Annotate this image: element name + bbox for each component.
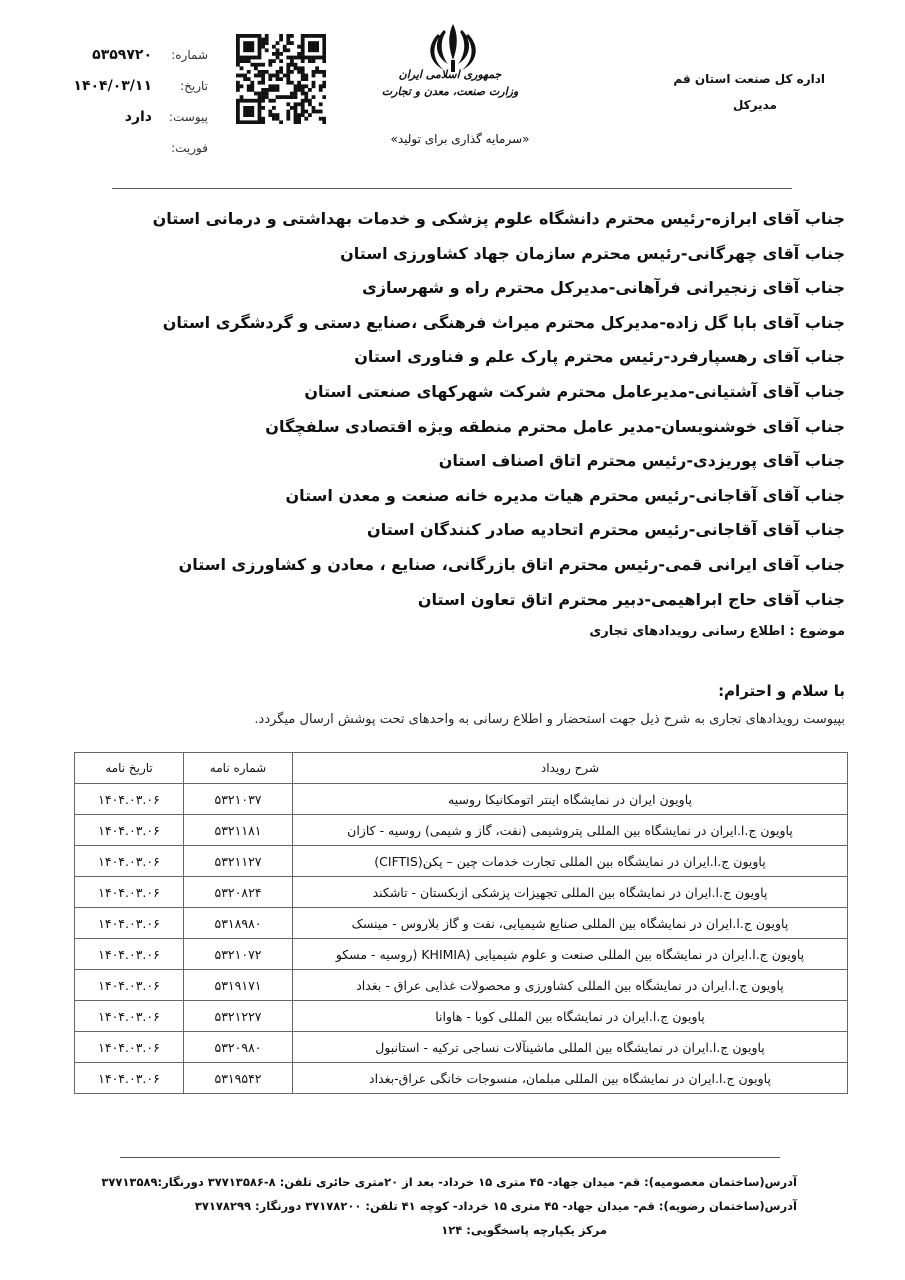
recipient: جناب آقای آقاجانی-رئیس محترم هیات مدیره خانه صنعت و معدن استان	[285, 485, 845, 505]
letter-date-cell: ۱۴۰۴.۰۳.۰۶	[75, 970, 184, 1001]
recipient: جناب آقای رهسپارفرد-رئیس محترم پارک علم و فناوری استان	[354, 347, 845, 367]
table-row	[75, 1032, 848, 1063]
letter-date-cell: ۱۴۰۴.۰۳.۰۶	[75, 815, 184, 846]
ministry-line-2: وزارت صنعت، معدن و تجارت	[381, 85, 519, 98]
letter-number-cell: ۵۳۲۱۰۷۲	[184, 939, 293, 970]
events-table	[74, 752, 848, 1094]
letter-date-cell: ۱۴۰۴.۰۳.۰۶	[75, 784, 184, 815]
event-title: پاویون ج.ا.ایران در نمایشگاه بین المللی مبلمان، منسوجات خانگی عراق-بغداد	[293, 1063, 848, 1094]
letter-date: ۱۴۰۴/۰۳/۱۱	[73, 78, 152, 94]
ministry-logo-text	[380, 66, 520, 100]
meta-urgency: فوریت:	[171, 141, 208, 155]
event-title: پاویون ج.ا.ایران در نمایشگاه بین المللی صنایع شیمیایی، نفت و گاز بلاروس - مینسک	[293, 908, 848, 939]
letter-number-cell: ۵۳۱۹۱۷۱	[184, 970, 293, 1001]
meta-date: تاریخ: ۱۴۰۴/۰۳/۱۱	[48, 71, 208, 102]
meta-attachment: پیوست: دارد	[48, 102, 208, 133]
letter-date-cell: ۱۴۰۴.۰۳.۰۶	[75, 908, 184, 939]
qr-code-icon	[236, 34, 326, 124]
event-title: پاویون ج.ا.ایران در نمایشگاه بین المللی تجارت خدمات چین – پکن(CIFTIS)	[293, 846, 848, 877]
recipient: جناب آقای خوشنویسان-مدیر عامل محترم منطقه ویژه اقتصادی سلفچگان	[265, 416, 845, 436]
org-role: مدیرکل	[732, 98, 777, 112]
table-row	[75, 1001, 848, 1032]
letter-subject: موضوع : اطلاع رسانی رویدادهای تجاری	[589, 624, 845, 639]
letter-number-cell: ۵۳۲۰۹۸۰	[184, 1032, 293, 1063]
letter-date-cell: ۱۴۰۴.۰۳.۰۶	[75, 846, 184, 877]
table-row	[75, 939, 848, 970]
recipient: جناب آقای چهرگانی-رئیس محترم سازمان جهاد کشاورزی استان	[340, 243, 845, 263]
recipient: جناب آقای حاج ابراهیمی-دبیر محترم اتاق تعاون استان	[417, 589, 845, 609]
letter-number: ۵۳۵۹۷۲۰	[92, 47, 152, 63]
header-date: تاریخ نامه	[75, 753, 184, 784]
footer-address-1: آدرس(ساختمان معصومیه): قم- میدان جهاد- ۴۵ متری ۱۵ خرداد- بعد از ۲۰متری حائری تلفن: ۸-۳۷۷۱۳۵۸۶ دورنگار:۳۷۷۱۳۵۸۹	[101, 1175, 797, 1189]
letter-date-cell: ۱۴۰۴.۰۳.۰۶	[75, 1001, 184, 1032]
letter-date-cell: ۱۴۰۴.۰۳.۰۶	[75, 1063, 184, 1094]
greeting: با سلام و احترام:	[718, 682, 845, 700]
table-row	[75, 908, 848, 939]
recipient: جناب آقای آقاجانی-رئیس محترم اتحادیه صادر کنندگان استان	[367, 520, 845, 540]
event-title: پاویون ایران در نمایشگاه اینتر اتومکانیکا روسیه	[293, 784, 848, 815]
table-row	[75, 846, 848, 877]
table-header-row	[75, 753, 848, 784]
recipient: جناب آقای بابا گل زاده-مدیرکل محترم میراث فرهنگی ،صنایع دستی و گردشگری استان	[162, 312, 845, 332]
header-title: شرح رویداد	[293, 753, 848, 784]
header-number: شماره نامه	[184, 753, 293, 784]
recipient: جناب آقای ابرازه-رئیس محترم دانشگاه علوم پزشکی و خدمات بهداشتی و درمانی استان	[152, 209, 845, 228]
letter-number-cell: ۵۳۲۱۱۲۷	[184, 846, 293, 877]
letter-number-cell: ۵۳۱۸۹۸۰	[184, 908, 293, 939]
letter-date-cell: ۱۴۰۴.۰۳.۰۶	[75, 1032, 184, 1063]
letter-number-cell: ۵۳۲۱۱۸۱	[184, 815, 293, 846]
event-title: پاویون ج.ا.ایران در نمایشگاه بین المللی کشاورزی و محصولات غذایی عراق - بغداد	[293, 970, 848, 1001]
footer	[77, 1170, 797, 1242]
ministry-line-1: جمهوری اسلامی ایران	[398, 68, 502, 81]
letter-date-cell: ۱۴۰۴.۰۳.۰۶	[75, 939, 184, 970]
recipients-list	[45, 202, 845, 617]
table-row	[75, 784, 848, 815]
recipient: جناب آقای ایرانی قمی-رئیس محترم اتاق بازرگانی، صنایع ، معادن و کشاورزی استان	[178, 554, 845, 574]
letter-meta	[48, 40, 208, 164]
table-row	[75, 815, 848, 846]
event-title: پاویون ج.ا.ایران در نمایشگاه بین المللی پتروشیمی (نفت، گاز و شیمی) روسیه - کازان	[293, 815, 848, 846]
event-title: پاویون ج.ا.ایران در نمایشگاه بین المللی کوبا - هاوانا	[293, 1001, 848, 1032]
letter-number-cell: ۵۳۲۰۸۲۴	[184, 877, 293, 908]
letter-number-cell: ۵۳۲۱۲۲۷	[184, 1001, 293, 1032]
recipient: جناب آقای پوریزدی-رئیس محترم اتاق اصناف استان	[438, 451, 845, 471]
intro-text: بپیوست رویدادهای تجاری به شرح ذیل جهت استحضار و اطلاع رسانی به واحدهای تحت پوشش ارسال میگردد.	[254, 712, 845, 727]
recipient: جناب آقای زنجیرانی فرآهانی-مدیرکل محترم راه و شهرسازی	[362, 278, 845, 298]
footer-address-2: آدرس(ساختمان رضویه): قم- میدان جهاد- ۴۵ متری ۱۵ خرداد- کوچه ۴۱ تلفن: ۳۷۱۷۸۲۰۰ دورنگار: ۳۷۱۷۸۲۹۹	[194, 1199, 797, 1213]
table-row	[75, 970, 848, 1001]
org-name: اداره کل صنعت استان قم	[673, 72, 825, 86]
organization-block	[673, 66, 825, 118]
table-row	[75, 877, 848, 908]
footer-divider	[120, 1157, 780, 1158]
letter-date-cell: ۱۴۰۴.۰۳.۰۶	[75, 877, 184, 908]
letter-number-cell: ۵۳۲۱۰۳۷	[184, 784, 293, 815]
event-title: پاویون ج.ا.ایران در نمایشگاه بین المللی تجهیزات پزشکی ازبکستان - تاشکند	[293, 877, 848, 908]
event-title: پاویون ج.ا.ایران در نمایشگاه بین المللی ماشینآلات نساجی ترکیه - استانبول	[293, 1032, 848, 1063]
letter-number-cell: ۵۳۱۹۵۴۲	[184, 1063, 293, 1094]
footer-callcenter: مرکز یکپارچه پاسخگویی: ۱۲۴	[441, 1223, 607, 1237]
recipient: جناب آقای آشتیانی-مدیرعامل محترم شرکت شهرکهای صنعتی استان	[304, 381, 845, 401]
header-divider	[112, 188, 792, 189]
attachment-value: دارد	[124, 109, 152, 125]
meta-number: شماره: ۵۳۵۹۷۲۰	[48, 40, 208, 71]
slogan: «سرمایه گذاری برای تولید»	[390, 132, 530, 146]
table-row	[75, 1063, 848, 1094]
event-title: پاویون ج.ا.ایران در نمایشگاه بین المللی صنعت و علوم شیمیایی (KHIMIA (روسیه - مسکو	[293, 939, 848, 970]
